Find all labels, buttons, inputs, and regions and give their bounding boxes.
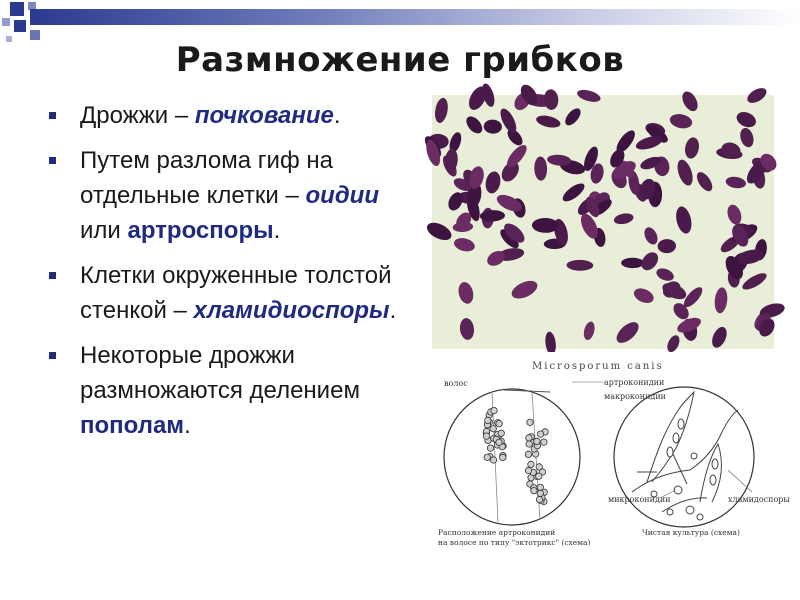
arthroconidium (537, 490, 543, 496)
bullet-text: Дрожжи – (80, 102, 195, 129)
arthroconidium (525, 451, 531, 457)
deco-square (10, 2, 24, 16)
bullet-text: . (389, 297, 397, 324)
bullet-text: Клетки окруженные толстой стенкой – (80, 262, 392, 324)
yeast-cell (562, 106, 583, 128)
bullet-text: или (80, 217, 128, 244)
bullet-term: хламидиоспоры (193, 297, 390, 324)
yeast-cell (576, 88, 602, 105)
deco-square (30, 30, 40, 40)
yeast-cell (669, 112, 694, 130)
yeast-cell (694, 170, 715, 194)
yeast-cell (535, 114, 562, 130)
caption-left-line2: на волосе по типу "эктотрикс" (схема) (438, 538, 591, 547)
yeast-cell (725, 175, 747, 189)
list-item (44, 98, 424, 133)
yeast-cell (709, 325, 729, 350)
bullet-list (44, 98, 424, 453)
label-microconidia: микроконидии (608, 495, 671, 504)
arthroconidium (537, 431, 543, 437)
yeast-cell (459, 317, 476, 340)
arthroconidium (526, 441, 532, 447)
bullet-text: . (273, 217, 281, 244)
microsporum-diagram (432, 352, 790, 550)
yeast-cell (642, 225, 660, 246)
yeast-cell (655, 266, 676, 283)
bullet-term: почкование (194, 102, 334, 129)
yeast-cell (463, 113, 485, 136)
arthroconidium (536, 496, 542, 502)
yeast-cells-illustration (432, 95, 774, 349)
arthroconidium (483, 433, 489, 439)
bullet-text: Путем разлома гиф на отдельные клетки – (80, 147, 333, 209)
arthroconidium (487, 445, 493, 451)
deco-square (2, 18, 10, 26)
yeast-cell (683, 136, 700, 160)
page-title: Размножение грибков (175, 40, 625, 80)
yeast-cell (534, 156, 548, 181)
caption-right: Чистая культура (схема) (642, 528, 740, 537)
yeast-cell (456, 281, 475, 306)
yeast-cell (632, 286, 656, 306)
arthroconidium (498, 430, 504, 436)
yeast-cell (679, 89, 701, 114)
yeast-cell (675, 158, 696, 188)
yeast-cell (509, 277, 540, 302)
arthroconidium (490, 457, 496, 463)
arthroconidium (496, 439, 502, 445)
bullet-term: пополам (80, 412, 185, 439)
yeast-cell (613, 212, 634, 226)
arthroconidium (490, 426, 496, 432)
bullet-term: артроспоры (127, 217, 274, 244)
yeast-cell (453, 236, 477, 253)
yeast-cell (613, 318, 642, 346)
arthroconidium (500, 454, 506, 460)
list-item (44, 143, 424, 248)
diagram-header: Microsporum canis (532, 361, 664, 372)
arthroconidium (485, 417, 491, 423)
arthroconidium (528, 461, 534, 467)
yeast-cell (713, 287, 728, 314)
yeast-cell (424, 219, 454, 243)
yeast-cell (621, 258, 644, 268)
yeast-cell (543, 89, 559, 111)
yeast-cell (734, 109, 758, 130)
arthroconidium (526, 435, 532, 441)
yeast-micrograph-image (432, 95, 774, 349)
yeast-cell (657, 239, 676, 254)
yeast-cell (740, 270, 769, 293)
bullet-term: оидии (305, 182, 379, 209)
arthroconidium (525, 467, 531, 473)
yeast-cell (582, 320, 596, 341)
yeast-cell (532, 218, 559, 233)
arthroconidium (484, 454, 490, 460)
arthroconidium (527, 419, 533, 425)
yeast-cell (665, 333, 682, 354)
caption-left-line1: Расположение артроконидий (438, 528, 556, 537)
yeast-cell (566, 260, 593, 271)
list-item (44, 258, 424, 328)
label-hair: волос (444, 379, 468, 388)
yeast-cell (483, 119, 502, 134)
arthroconidium (537, 484, 543, 490)
arthroconidium (534, 438, 540, 444)
yeast-cell (745, 85, 769, 106)
arthroconidium (536, 473, 542, 479)
yeast-cell (484, 170, 503, 195)
list-item (44, 338, 424, 443)
label-macroconidia: макроконидии (604, 392, 666, 401)
deco-square (14, 20, 26, 32)
yeast-cell (674, 205, 694, 235)
yeast-cell (738, 126, 756, 149)
arthroconidium (541, 439, 547, 445)
label-arthroconidia: артроконидии (604, 378, 665, 387)
arthroconidium (496, 421, 502, 427)
bullet-text: . (333, 102, 341, 129)
bullet-text: Некоторые дрожжи размножаются делением (80, 342, 360, 404)
yeast-cell (560, 180, 587, 204)
bullet-text: . (184, 412, 191, 439)
header-gradient-bar (30, 9, 800, 25)
arthroconidium (536, 464, 542, 470)
arthroconidium (491, 407, 497, 413)
arthroconidium (531, 488, 537, 494)
yeast-cell (433, 97, 449, 124)
yeast-cell (725, 203, 744, 226)
label-chlamydospores: хламидоспоры (728, 495, 790, 504)
